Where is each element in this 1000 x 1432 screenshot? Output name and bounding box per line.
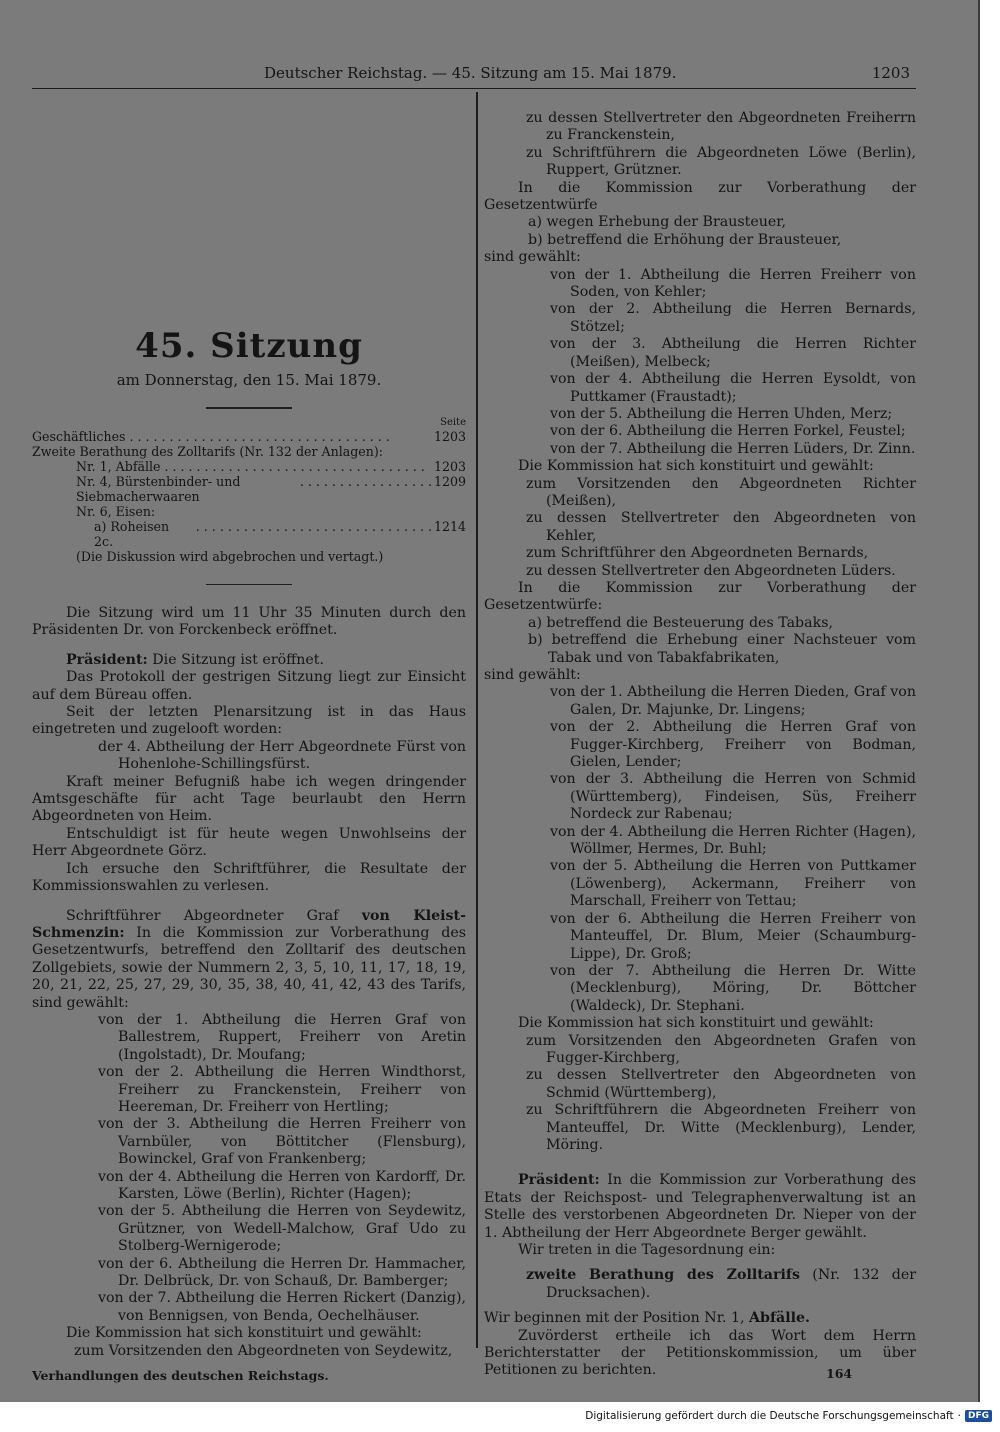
toc-row: Geschäftliches . . . . . . . . . . . . . . . . . . . . . . . . . . . . . . . . . 1203 [32,428,466,444]
abteilung-entry: von der 5. Abtheilung die Herren von Puttkamer (Löwenberg), Ackermann, Freiherr von Marschall, Freiherr von Tettau; [550,858,916,910]
abteilung-entry: von der 5. Abtheilung die Herren von Seydewitz, Grützner, von Wedell-Malchow, Graf Udo zu Stolberg-Wernigerode; [98,1203,466,1255]
session-date: am Donnerstag, den 15. Mai 1879. [116,371,382,389]
abteilung-entry: von der 7. Abtheilung die Herren Lüders, Dr. Zinn. [550,440,916,457]
agenda-item [484,1267,916,1302]
abteilung-entry: von der 4. Abtheilung die Herren Richter (Hagen), Wöllmer, Hermes, Dr. Buhl; [550,823,916,858]
abteilung-entry: der 4. Abtheilung der Herr Abgeordnete Fürst von Hohenlohe-Schillingsfürst. [98,738,466,773]
konstituirt-entry: zu Schriftführern die Abgeordneten Löwe (Berlin), Ruppert, Grützner. [526,144,916,179]
agenda-item-ref: (Nr. 132 der Drucksachen). [546,1267,916,1301]
toc-row [32,504,466,519]
abteilung-entry: von der 7. Abtheilung die Herren Dr. Witte (Mecklenburg), Möring, Dr. Böttcher (Waldeck), Dr. Stephani. [550,962,916,1014]
tagesordnung-line: Wir treten in die Tagesordnung ein: [518,1242,776,1258]
title-rule [206,407,292,408]
konstituirt-line: Die Kommission hat sich konstituirt und gewählt: [66,1325,422,1342]
toc-page: 1209 [433,473,466,489]
column-divider [476,92,478,1348]
toc-entry: Zweite Berathung des Zolltarifs (Nr. 132 der Anlagen): [32,443,384,459]
abteilung-entry: von der 2. Abtheilung die Herren Graf von Fugger-Kirchberg, Freiherr von Bodman, Gielen, Lender; [550,719,916,771]
running-header [32,62,916,89]
konstituirt-entry: zu Schriftführern die Abgeordneten Freiherr von Manteuffel, Dr. Witte (Mecklenburg), Lender, Möring. [526,1102,916,1153]
abteilung-entry: von der 6. Abtheilung die Herren Dr. Hammacher, Dr. Delbrück, Dr. von Schauß, Dr. Bamberger; [98,1255,466,1290]
speech-text: In die Kommission zur Vorberathung des Gesetzentwurfs, betreffend den Zolltarif des deutschen Zollgebiets, sowie der Nummern 2, 3, 5, 10, 11, 17, 18, 19, 20, 21, 22, 25, 27, 29, 30, 35, 38, 40, 41, 42, 43 des Tarifs, sind gewählt: [32,924,466,1011]
beginnen-text: Wir beginnen mit der Position Nr. 1, [484,1310,750,1327]
abteilung-entry: von der 3. Abtheilung die Herren Freiherr von Varnbüler, von Böttitcher (Flensburg), Bowinckel, Graf von Frankenberg; [98,1116,466,1168]
toc-page-heading: Seite [440,416,466,428]
speaker-name: von Kleist-Schmenzin: [32,907,466,941]
abteilung-entry: von der 1. Abtheilung die Herren Freiherr von Soden, von Kehler; [550,266,916,301]
toc-entry: (Die Diskussion wird abgebrochen und vertagt.) [76,548,384,564]
session-title: 45. Sitzung [135,326,363,366]
beginnen-line [484,1310,916,1327]
konstituirt-entry: zu dessen Stellvertreter den Abgeordneten von Kehler, [526,510,916,544]
toc-row: Nr. 4, Bürstenbinder- und Siebmacherwaaren . . . . . . . . . . . . . . . . . 1209 [76,473,466,504]
toc-row: Nr. 1, Abfälle . . . . . . . . . . . . . . . . . . . . . . . . . . . . . . . . . 1203 [76,458,466,474]
sheet-number: 164 [826,1366,853,1381]
page-number: 1203 [871,64,910,82]
toc-entry: Nr. 4, Bürstenbinder- und Siebmacherwaaren [76,473,241,504]
table-of-contents [32,429,466,564]
konstituirt-entry: zu dessen Stellvertreter den Abgeordneten Lüders. [526,562,896,579]
left-column [32,100,466,1360]
abteilung-entry: von der 6. Abtheilung die Herren Freiherr von Manteuffel, Dr. Blum, Meier (Schaumburg-Lippe), Dr. Groß; [550,910,916,962]
abteilung-entry: von der 2. Abtheilung die Herren Bernards, Stötzel; [550,301,916,335]
abteilung-entry: von der 2. Abtheilung die Herren Windthorst, Freiherr zu Franckenstein, Freiherr von Heereman, Dr. Freiherr von Hertling; [98,1064,466,1115]
tabak-item: a) betreffend die Besteuerung des Tabaks, [528,614,833,631]
abteilung-entry: von der 3. Abtheilung die Herren von Schmid (Württemberg), Findeisen, Süs, Freiherr Nordeck zur Rabenau; [550,771,916,823]
speaker-name: Präsident: [518,1172,600,1189]
abteilung-entry: von der 4. Abtheilung die Herren von Kardorff, Dr. Karsten, Löwe (Berlin), Richter (Hagen); [98,1168,466,1202]
konstituirt-line: Die Kommission hat sich konstituirt und gewählt: [518,1015,874,1032]
president-paragraph [484,1172,916,1242]
president-paragraph [32,652,466,669]
speech-text: In die Kommission zur Vorberathung des Etats der Reichspost- und Telegraphenverwaltung ist an Stelle des verstorbenen Abgeordneten Dr. Nieper von der 1. Abtheilung der Herr Abgeordnete Berger gewählt. [484,1172,916,1241]
digitization-credit: Digitalisierung gefördert durch die Deutsche Forschungsgemeinschaft · DFG [585,1410,992,1422]
toc-page [432,444,466,459]
konstituirt-entry: zum Vorsitzenden den Abgeordneten Grafen von Fugger-Kirchberg, [526,1032,916,1066]
toc-page [432,504,466,519]
protokoll-paragraph: Das Protokoll der gestrigen Sitzung liegt zur Einsicht auf dem Büreau offen. [32,669,466,703]
abteilung-entry: von der 1. Abtheilung die Herren Graf von Ballestrem, Ruppert, Freiherr von Aretin (Ingolstadt), Dr. Moufang; [98,1011,466,1063]
konstituirt-entry: zum Vorsitzenden den Abgeordneten von Seydewitz, [74,1342,453,1359]
toc-row [32,444,466,459]
credit-text: Digitalisierung gefördert durch die Deutsche Forschungsgemeinschaft [585,1410,954,1422]
konstituirt-entry: zum Vorsitzenden den Abgeordneten Richter (Meißen), [526,475,916,509]
toc-page: 1203 [433,458,466,474]
abteilung-entry: von der 6. Abtheilung die Herren Forkel, Feustel; [550,423,906,440]
toc-entry: Geschäftliches [32,428,126,444]
running-title: Deutscher Reichstag. — 45. Sitzung am 15. Mai 1879. [264,64,677,82]
tabak-item: b) betreffend die Erhebung einer Nachsteuer vom Tabak und von Tabakfabrikaten, [528,632,916,666]
seit-paragraph: Seit der letzten Plenarsitzung ist in das Haus eingetreten und zugelooft worden: [32,704,466,738]
konstituirt-line: Die Kommission hat sich konstituirt und gewählt: [518,458,874,475]
konstituirt-entry: zum Schriftführer den Abgeordneten Bernards, [526,545,869,562]
scan-margin [980,0,1000,1402]
dfg-logo-icon: DFG [965,1410,992,1422]
abteilung-entry: von der 5. Abtheilung die Herren Uhden, Merz; [550,405,893,422]
schriftfuehrer-paragraph [32,908,466,1012]
toc-entry: Nr. 1, Abfälle [76,458,161,474]
brausteuer-item: b) betreffend die Erhöhung der Brausteuer, [528,231,842,248]
sind-gewaehlt: sind gewählt: [484,667,581,683]
konstituirt-entry: zu dessen Stellvertreter den Abgeordneten Freiherrn zu Franckenstein, [526,110,916,144]
ersuche-paragraph: Ich ersuche den Schriftführer, die Resultate der Kommissionswahlen zu verlesen. [32,860,466,895]
toc-rule [206,584,292,585]
position-name: Abfälle. [749,1310,810,1327]
zuvoerderst-paragraph: Zuvörderst ertheile ich das Wort dem Herrn Berichterstatter der Petitionskommission, um über Petitionen zu berichten. [484,1327,916,1379]
toc-row: a) Roheisen 2c. . . . . . . . . . . . . . . . . . . . . . . . . . . . . . . 1214 [94,518,466,549]
toc-page: 1203 [433,428,466,444]
abteilung-entry: von der 7. Abtheilung die Herren Rickert (Danzig), von Bennigsen, von Benda, Oechelhäuser. [98,1290,466,1324]
speaker-name: Präsident: [66,651,148,668]
abteilung-entry: von der 3. Abtheilung die Herren Richter (Meißen), Melbeck; [550,336,916,370]
abteilung-entry: von der 1. Abtheilung die Herren Dieden, Graf von Galen, Dr. Majunke, Dr. Lingens; [550,684,916,718]
opening-paragraph: Die Sitzung wird um 11 Uhr 35 Minuten durch den Präsidenten Dr. von Forckenbeck eröffnet. [32,605,466,639]
agenda-item-title: zweite Berathung des Zolltarifs [526,1267,800,1284]
entschuldigt-paragraph: Entschuldigt ist für heute wegen Unwohlseins der Herr Abgeordnete Görz. [32,825,466,860]
footer-publication: Verhandlungen des deutschen Reichstags. [32,1368,329,1383]
toc-row [32,549,466,564]
toc-page [432,549,466,564]
abteilung-entry: von der 4. Abtheilung die Herren Eysoldt, von Puttkamer (Fraustadt); [550,371,916,405]
konstituirt-entry: zu dessen Stellvertreter den Abgeordneten von Schmid (Württemberg), [526,1067,916,1101]
speaker-lead: Schriftführer Abgeordneter Graf [66,907,362,924]
sind-gewaehlt: sind gewählt: [484,249,581,266]
kraft-paragraph: Kraft meiner Befugniß habe ich wegen dringender Amtsgeschäfte für acht Tage beurlaubt den Herrn Abgeordneten von Heim. [32,773,466,825]
toc-entry: a) Roheisen 2c. [94,518,170,549]
right-column [484,110,916,1380]
speech-text: Die Sitzung ist eröffnet. [152,651,324,668]
brausteuer-item: a) wegen Erhebung der Brausteuer, [528,214,787,231]
toc-page: 1214 [433,518,466,534]
tabak-intro: In die Kommission zur Vorberathung der Gesetzentwürfe: [484,579,916,614]
brausteuer-intro: In die Kommission zur Vorberathung der Gesetzentwürfe [484,179,916,214]
toc-entry: Nr. 6, Eisen: [76,503,156,519]
